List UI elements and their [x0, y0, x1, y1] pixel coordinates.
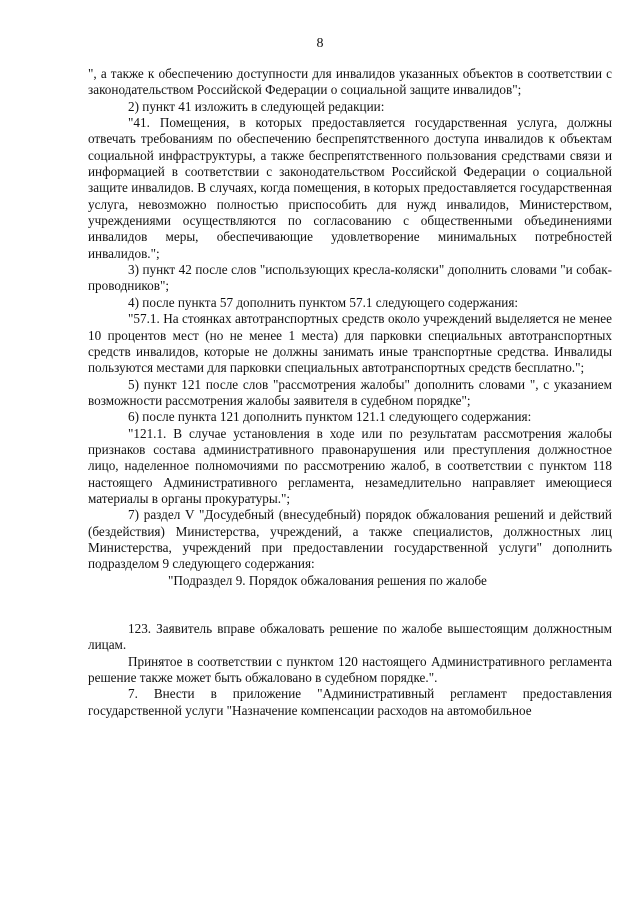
document-body: [88, 66, 612, 719]
paragraph-clause-123: 123. Заявитель вправе обжаловать решение по жалобе вышестоящим должностным лицам.: [88, 621, 612, 653]
paragraph-point-7: 7. Внести в приложение "Административный регламент предоставления государственной услуги "Назначение компенсации расходов на автомобильное: [88, 686, 612, 718]
page-number: 8: [316, 36, 324, 51]
paragraph-item-3: 3) пункт 42 после слов "использующих кресла-коляски" дополнить словами "и собак-проводников";: [88, 262, 612, 294]
paragraph-item-7: 7) раздел V "Досудебный (внесудебный) порядок обжалования решений и действий (бездействия) Министерства, учреждений, а также специалистов, должностных лиц Министерства, учреждений при предоставлении государственной услуги" дополнить подразделом 9 следующего содержания:: [88, 507, 612, 572]
paragraph-continuation: ", а также к обеспечению доступности для инвалидов указанных объектов в соответствии с законодательством Российской Федерации о социальной защите инвалидов";: [88, 66, 612, 98]
spacer: [88, 589, 612, 621]
paragraph-item-2: 2) пункт 41 изложить в следующей редакции:: [128, 98, 385, 114]
paragraph-clause-123-continued: Принятое в соответствии с пунктом 120 настоящего Административного регламента решение также может быть обжаловано в судебном порядке.".: [88, 653, 612, 686]
paragraph-item-4: 4) после пункта 57 дополнить пунктом 57.1 следующего содержания:: [128, 294, 519, 310]
paragraph-clause-41: "41. Помещения, в которых предоставляется государственная услуга, должны отвечать требованиям по обеспечению беспрепятственного доступа инвалидов к объектам социальной инфраструктуры, а также беспрепятственного пользования средствами связи и информацией в соответствии с законодательством Российской Федерации о социальной защите инвалидов. В случаях, когда помещения, в которых предоставляется государственная услуга, невозможно полностью приспособить для нужд инвалидов, Министерством, учреждениями осуществляются по согласованию с общественными объединениями инвалидов меры, обеспечивающие удовлетворение минимальных потребностей инвалидов.";: [88, 115, 612, 261]
paragraph-item-6: 6) после пункта 121 дополнить пунктом 121.1 следующего содержания:: [128, 409, 532, 425]
subsection-heading: "Подраздел 9. Порядок обжалования решения по жалобе: [168, 572, 487, 588]
paragraph-clause-121-1: "121.1. В случае установления в ходе или по результатам рассмотрения жалобы признаков состава административного правонарушения или преступления должностное лицо, наделенное полномочиями по рассмотрению жалоб, в соответствии с пунктом 118 настоящего Административного регламента, незамедлительно направляет имеющиеся материалы в органы прокуратуры.";: [88, 425, 612, 506]
paragraph-item-5: 5) пункт 121 после слов "рассмотрения жалобы" дополнить словами ", с указанием возможности рассмотрения жалобы заявителя в судебном порядке";: [88, 376, 612, 408]
paragraph-clause-57-1: "57.1. На стоянках автотранспортных средств около учреждений выделяется не менее 10 процентов мест (но не менее 1 места) для парковки специальных автотранспортных средств инвалидов, которые не должны занимать иные транспортные средства. Инвалиды пользуются местами для парковки специальных автотранспортных средств бесплатно.";: [88, 311, 612, 376]
